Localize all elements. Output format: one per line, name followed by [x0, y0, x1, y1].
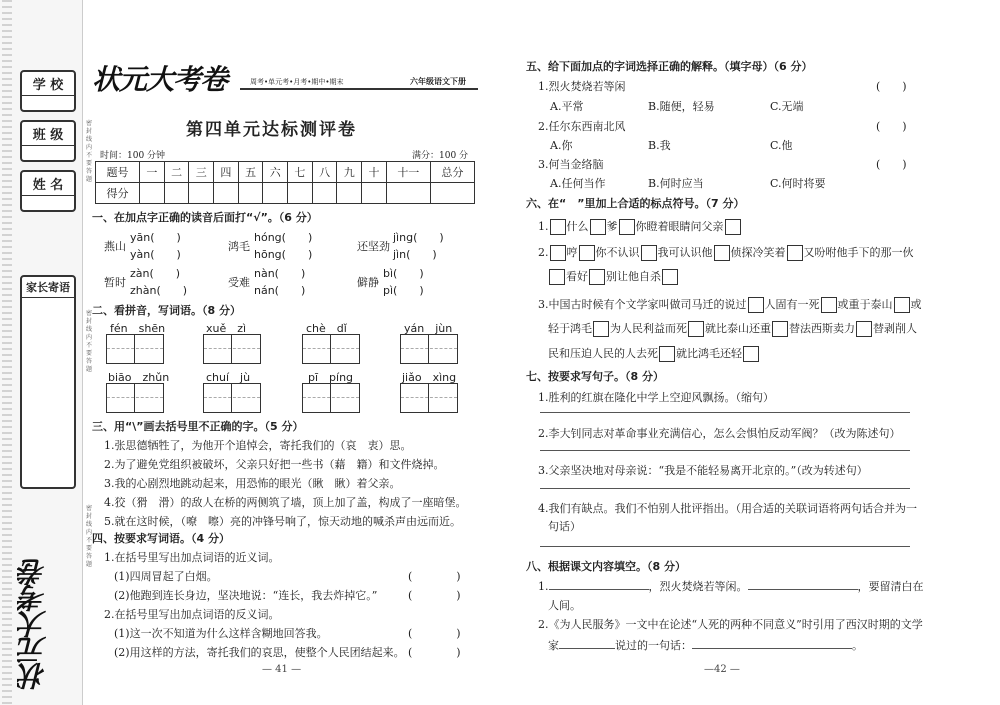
punct-box[interactable] [787, 245, 803, 261]
header-logo: 状元大考卷 [92, 63, 228, 96]
header-tagline: 周考•单元考•月考•期中•期末 [250, 78, 344, 86]
punct-box[interactable] [748, 297, 764, 313]
s1-option: yān( ) [130, 231, 181, 244]
s2-pinyin: pī píng [308, 371, 354, 384]
answer-line[interactable] [540, 412, 910, 413]
section-4-title: 四、按要求写词语。（4 分） [92, 532, 230, 545]
section-7-title: 七、按要求写句子。（8 分） [526, 370, 664, 383]
s5-answer-paren[interactable]: ( ) [876, 80, 907, 93]
section-3-title: 三、用“\”画去括号里不正确的字。（5 分） [92, 420, 304, 433]
sidebar-logo: 状元大考卷 [17, 560, 50, 690]
punct-box[interactable] [659, 346, 675, 362]
s5-stem: 2.任尔东西南北风 [538, 120, 626, 133]
s4-item: (1)这一次不知道为什么这样含糊地回答我。 [114, 627, 328, 640]
score-cell: 八 [312, 162, 337, 183]
s1-option: hóng( ) [254, 231, 313, 244]
s8-line-1: 1. ，烈火焚烧若等闲。 ，要留清白在 [538, 580, 924, 593]
writing-grid[interactable] [302, 334, 360, 364]
s5-stem: 3.何当金络脑 [538, 158, 604, 171]
section-1-title: 一、在加点字正确的读音后面打“√”。（6 分） [92, 211, 318, 224]
score-cell: 二 [164, 162, 189, 183]
score-cell: 六 [263, 162, 288, 183]
s7-item: 4.我们有缺点。我们不怕别人批评指出。（用合适的关联词语将两句话合并为一 [538, 502, 917, 515]
s4-answer-paren[interactable]: ( ) [408, 570, 461, 583]
score-cell: 题号 [96, 162, 140, 183]
s5-option: B.随便，轻易 [648, 100, 715, 113]
writing-grid[interactable] [203, 334, 261, 364]
s5-option: A.平常 [550, 100, 584, 113]
header-rule [240, 88, 478, 90]
name-label: 姓 名 [22, 172, 74, 196]
s3-item: 3.我的心剧烈地跳动起来，用恐怖的眼光（瞅 瞅）着父亲。 [104, 477, 401, 490]
s7-item: 2.李大钊同志对革命事业充满信心，怎么会惧怕反动军阀？（改为陈述句） [538, 427, 901, 440]
s3-item: 2.为了避免党组织被破坏，父亲只好把一些书（藉 籍）和文件烧掉。 [104, 458, 445, 471]
parent-comment-box [20, 275, 76, 489]
score-input[interactable] [312, 183, 337, 204]
punct-box[interactable] [725, 219, 741, 235]
score-value-row [96, 183, 475, 204]
s5-answer-paren[interactable]: ( ) [876, 120, 907, 133]
s6-line-6: 民和压迫人民的人去死 就比鸿毛还轻 [548, 345, 760, 362]
score-cell: 十 [362, 162, 387, 183]
s4-item: (1)四周冒起了白烟。 [114, 570, 218, 583]
s5-option: B.我 [648, 139, 671, 152]
punct-box[interactable] [579, 245, 595, 261]
score-cell: 一 [140, 162, 165, 183]
s4-item: 1.在括号里写出加点词语的近义词。 [104, 551, 280, 564]
s3-item: 1.张思德牺牲了，为他开个追悼会，寄托我们的（哀 衷）思。 [104, 439, 412, 452]
school-label: 学 校 [22, 72, 74, 96]
s1-option: zhàn( ) [130, 284, 188, 297]
punct-box[interactable] [821, 297, 837, 313]
score-input[interactable] [288, 183, 313, 204]
s6-line-4: 3.中国古时候有个文学家叫做司马迁的说过 人固有一死 或重于泰山 或 [538, 298, 922, 311]
punct-box[interactable] [550, 219, 566, 235]
s5-option: C.何时将要 [770, 177, 826, 190]
s1-word: 暂时 [104, 276, 126, 289]
s8-line-3: 2.《为人民服务》一文中在论述“人死的两种不同意义”时引用了西汉时期的文学 [538, 618, 923, 631]
score-input[interactable] [238, 183, 263, 204]
s2-pinyin: yán jùn [404, 322, 453, 335]
s1-option: nán( ) [254, 284, 306, 297]
score-cell: 总分 [430, 162, 474, 183]
score-cell: 三 [189, 162, 214, 183]
school-box [20, 70, 76, 112]
section-8-title: 八、根据课文内容填空。（8 分） [526, 560, 686, 573]
score-cell: 五 [238, 162, 263, 183]
s8-line-4: 家 说过的一句话： 。 [548, 639, 863, 652]
punct-box[interactable] [550, 245, 566, 261]
s1-word: 受难 [228, 276, 250, 289]
score-cell: 四 [214, 162, 239, 183]
fill-blank[interactable] [559, 648, 615, 649]
s1-option: zàn( ) [130, 267, 181, 280]
score-input[interactable] [263, 183, 288, 204]
s4-answer-paren[interactable]: ( ) [408, 627, 461, 640]
s2-pinyin: fén shēn [110, 322, 166, 335]
answer-line[interactable] [540, 450, 910, 451]
s1-option: pì( ) [383, 284, 424, 297]
time-label: 时间：100 分钟 [100, 151, 166, 161]
s2-pinyin: chuí jù [206, 371, 251, 384]
class-label: 班 级 [22, 122, 74, 146]
s4-item: 2.在括号里写出加点词语的反义词。 [104, 608, 280, 621]
s3-item: 5.就在这时候，（嘹 嚓）亮的冲锋号响了，惊天动地的喊杀声由远而近。 [104, 515, 461, 528]
s2-pinyin: biāo zhǔn [108, 371, 170, 384]
s4-answer-paren[interactable]: ( ) [408, 589, 461, 602]
punct-box[interactable] [641, 245, 657, 261]
punct-box[interactable] [589, 269, 605, 285]
s2-pinyin: xuě zì [206, 322, 247, 335]
punct-box[interactable] [619, 219, 635, 235]
punct-box[interactable] [772, 321, 788, 337]
score-input[interactable] [337, 183, 362, 204]
class-box [20, 120, 76, 162]
fill-blank[interactable] [549, 589, 649, 590]
writing-grid[interactable] [302, 383, 360, 413]
score-header-row [96, 162, 475, 183]
punct-box[interactable] [590, 219, 606, 235]
punct-box[interactable] [662, 269, 678, 285]
section-2-title: 二、看拼音，写词语。（8 分） [92, 304, 241, 317]
score-input[interactable] [386, 183, 430, 204]
answer-line[interactable] [540, 546, 910, 547]
header-grade: 六年级语文下册 [410, 77, 466, 86]
s1-option: jìn( ) [393, 248, 437, 261]
s6-line-1: 1. 什么 爹 你瞪着眼睛问父亲 [538, 218, 742, 235]
s2-pinyin: jiǎo xìng [402, 371, 457, 384]
page-title: 第四单元达标测评卷 [186, 120, 357, 140]
writing-grid[interactable] [400, 383, 458, 413]
punct-box[interactable] [688, 321, 704, 337]
s1-word: 燕山 [104, 240, 126, 253]
score-cell: 七 [288, 162, 313, 183]
full-score-label: 满分：100 分 [412, 151, 469, 161]
writing-grid[interactable] [106, 334, 164, 364]
s1-option: nàn( ) [254, 267, 306, 280]
page-number-left: — 41 — [262, 664, 302, 675]
s5-stem: 1.烈火焚烧若等闲 [538, 80, 626, 93]
score-input[interactable] [430, 183, 474, 204]
s1-word: 还坚劲 [357, 240, 390, 253]
binding-sidebar [0, 0, 83, 705]
score-input[interactable] [214, 183, 239, 204]
s1-option: yàn( ) [130, 248, 181, 261]
score-input[interactable] [189, 183, 214, 204]
answer-line[interactable] [540, 488, 910, 489]
punct-box[interactable] [549, 269, 565, 285]
s7-item: 3.父亲坚决地对母亲说：“我是不能轻易离开北京的。”（改为转述句） [538, 464, 868, 477]
s2-pinyin: chè dǐ [306, 322, 347, 335]
writing-grid[interactable] [400, 334, 458, 364]
s4-item: (2)用这样的方法，寄托我们的哀思，使整个人民团结起来。 [114, 646, 405, 659]
name-box [20, 170, 76, 212]
writing-grid[interactable] [106, 383, 164, 413]
s3-item: 4.狡（猾 滑）的敌人在桥的两侧筑了墙，顶上加了盖，构成了一座暗堡。 [104, 496, 467, 509]
page-number-right: —42 — [704, 664, 740, 675]
score-input[interactable] [140, 183, 165, 204]
punct-box[interactable] [743, 346, 759, 362]
punct-box[interactable] [894, 297, 910, 313]
punct-box[interactable] [714, 245, 730, 261]
s4-item: (2)他跑到连长身边，坚决地说：“连长，我去炸掉它。” [114, 589, 378, 602]
fill-blank[interactable] [748, 589, 858, 590]
s1-option: jìng( ) [393, 231, 444, 244]
s5-option: C.无端 [770, 100, 804, 113]
s4-answer-paren[interactable]: ( ) [408, 646, 461, 659]
perforation-dots [2, 0, 12, 705]
s1-word: 鸿毛 [228, 240, 250, 253]
s1-word: 僻静 [357, 276, 379, 289]
score-input[interactable] [362, 183, 387, 204]
section-5-title: 五、给下面加点的字词选择正确的解释。（填字母）（6 分） [526, 60, 813, 73]
fill-blank[interactable] [692, 648, 852, 649]
s1-option: hōng( ) [254, 248, 313, 261]
punct-box[interactable] [593, 321, 609, 337]
s5-answer-paren[interactable]: ( ) [876, 158, 907, 171]
s5-option: B.何时应当 [648, 177, 704, 190]
seal-text-2: 密封线内不要答题 [86, 310, 93, 373]
score-table [95, 161, 475, 204]
score-cell: 得分 [96, 183, 140, 204]
seal-text-1: 密封线内不要答题 [86, 120, 93, 183]
score-input[interactable] [164, 183, 189, 204]
s1-option: bì( ) [383, 267, 424, 280]
score-cell: 十一 [386, 162, 430, 183]
s5-option: C.他 [770, 139, 793, 152]
section-6-title: 六、在“ ”里加上合适的标点符号。（7 分） [526, 197, 745, 210]
seal-text-3: 密封线内不要答题 [86, 505, 93, 568]
parent-comment-label: 家长寄语 [22, 277, 74, 298]
s5-option: A.任何当作 [550, 177, 606, 190]
s7-item: 句话） [548, 520, 581, 533]
s7-item: 1.胜利的红旗在隆化中学上空迎风飘扬。（缩句） [538, 391, 774, 404]
s6-line-2: 2. 哼 你不认识 我可认识他 侦探冷笑着 又吩咐他手下的那一伙 [538, 246, 914, 259]
punct-box[interactable] [856, 321, 872, 337]
s8-line-2: 人间。 [548, 599, 581, 612]
score-cell: 九 [337, 162, 362, 183]
s6-line-5: 轻于鸿毛 为人民利益而死 就比泰山还重 替法西斯卖力 替剥削人 [548, 322, 917, 335]
s5-option: A.你 [550, 139, 573, 152]
s6-line-3: 看好 别让他自杀 [548, 268, 679, 285]
writing-grid[interactable] [203, 383, 261, 413]
